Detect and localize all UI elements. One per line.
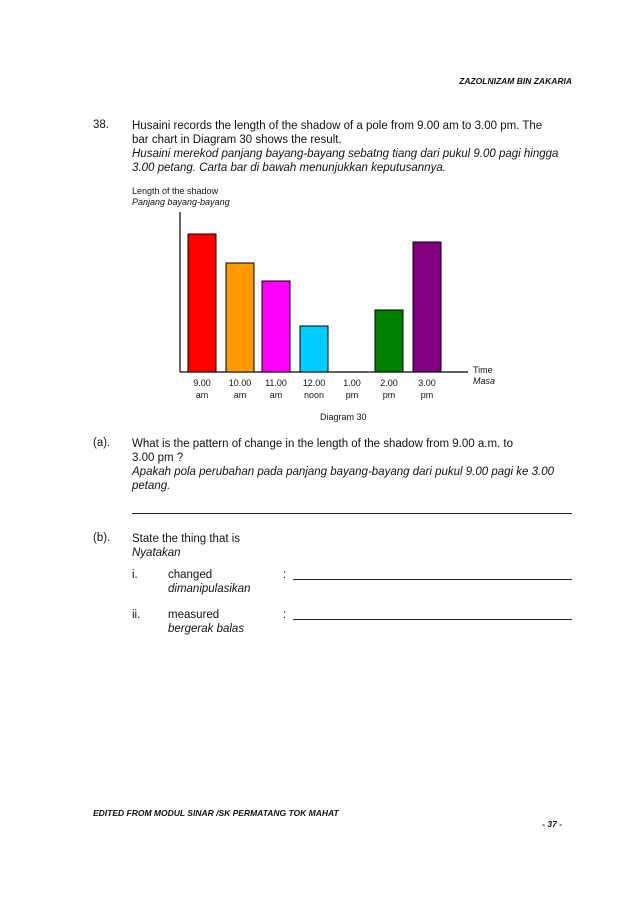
question-text-en-2: bar chart in Diagram 30 shows the result. — [132, 134, 342, 146]
item-i-number: i. — [132, 569, 138, 581]
part-b-text-ms: Nyatakan — [132, 547, 181, 559]
answer-line-a[interactable] — [132, 513, 572, 514]
y-label-ms: Panjang bayang-bayang — [132, 197, 230, 207]
item-i-ms: dimanipulasikan — [168, 583, 251, 595]
part-a-label: (a). — [93, 437, 111, 449]
x-tick-label-7-line1: 3.00 — [418, 378, 436, 388]
question-text-en-1: Husaini records the length of the shadow of a pole from 9.00 am to 3.00 pm. The — [132, 120, 543, 132]
question-text-ms-1: Husaini merekod panjang bayang-bayang sebatng tiang dari pukul 9.00 pagi hingga — [132, 148, 559, 160]
bar-2 — [226, 263, 254, 372]
x-label-en: Time — [473, 365, 493, 375]
bar-4 — [300, 326, 328, 372]
x-tick-label-4-line1: 12.00 — [302, 378, 326, 388]
bar-chart — [0, 0, 638, 410]
bar-6 — [375, 310, 403, 372]
item-ii-label — [168, 608, 244, 636]
part-b-label: (b). — [93, 532, 111, 544]
question-text-ms-2: 3.00 petang. Carta bar di bawah menunjukkan keputusannya. — [132, 162, 446, 174]
item-ii-ms: bergerak balas — [168, 623, 245, 635]
diagram-caption: Diagram 30 — [320, 412, 367, 422]
bar-3 — [262, 281, 290, 372]
answer-line-b-ii[interactable] — [293, 619, 572, 620]
x-tick-label-3-line2: am — [269, 390, 283, 400]
part-a-text-en-1: What is the pattern of change in the length of the shadow from 9.00 a.m. to — [132, 438, 514, 450]
x-tick-label-6-line2: pm — [382, 390, 396, 400]
part-a-text-ms-1: Apakah pola perubahan pada panjang bayang-bayang dari pukul 9.00 pagi ke 3.00 — [132, 466, 555, 478]
chart-x-axis-label — [473, 365, 495, 387]
item-i-label — [168, 568, 250, 596]
x-label-ms: Masa — [473, 376, 496, 386]
footer-source: EDITED FROM MODUL SINAR /SK PERMATANG TOK MAHAT — [93, 808, 339, 818]
part-a-question — [132, 437, 572, 493]
y-label-en: Length of the shadow — [132, 186, 219, 196]
x-tick-label-3-line1: 11.00 — [265, 378, 287, 388]
x-tick-label-1-line1: 9.00 — [193, 378, 211, 388]
x-tick-label-4-line2: noon — [303, 390, 325, 400]
item-ii-colon: : — [283, 609, 287, 621]
bar-1 — [188, 234, 216, 372]
part-b-question — [132, 532, 240, 560]
part-a-text-en-2: 3.00 pm ? — [132, 452, 184, 464]
item-ii-en: measured — [168, 609, 220, 621]
x-tick-label-6-line1: 2.00 — [380, 378, 398, 388]
question-number: 38. — [93, 119, 109, 131]
x-tick-label-2-line2: am — [233, 390, 247, 400]
part-a-text-ms-2: petang. — [132, 480, 171, 492]
x-tick-label-2-line1: 10.00 — [228, 378, 252, 388]
x-tick-label-1-line2: am — [195, 390, 209, 400]
x-tick-label-7-line2: pm — [420, 390, 434, 400]
x-tick-label-5-line2: pm — [345, 390, 359, 400]
item-ii-number: ii. — [132, 609, 141, 621]
part-b-text-en: State the thing that is — [132, 533, 241, 545]
x-tick-label-5-line1: 1.00 — [343, 378, 361, 388]
answer-line-b-i[interactable] — [293, 579, 572, 580]
page-number: - 37 - — [542, 819, 562, 829]
bar-7 — [413, 242, 441, 372]
item-i-en: changed — [168, 569, 213, 581]
author-header: ZAZOLNIZAM BIN ZAKARIA — [459, 76, 572, 86]
item-i-colon: : — [283, 569, 287, 581]
